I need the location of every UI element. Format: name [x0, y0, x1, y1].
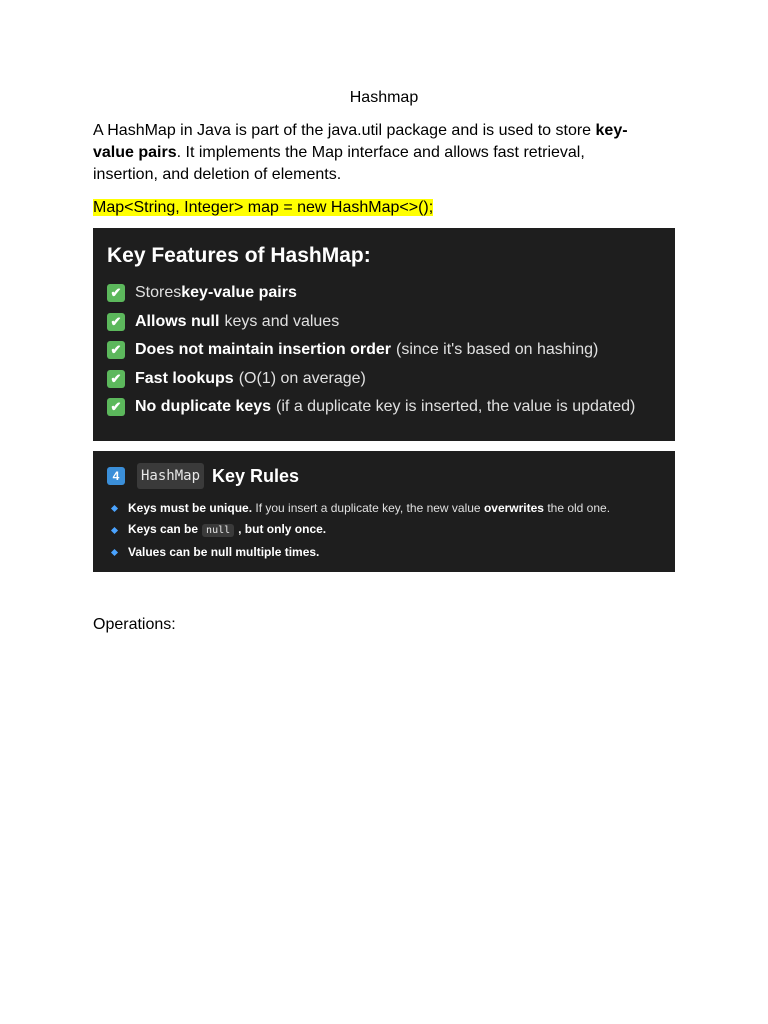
check-icon: ✔: [107, 284, 125, 302]
intro-text-1: A HashMap in Java is part of the java.util package and is used to store: [93, 122, 596, 139]
feature-item: [107, 279, 661, 308]
rule-plain: If you insert a duplicate key, the new value: [252, 501, 484, 515]
check-icon: ✔: [107, 341, 125, 359]
feature-item: [107, 393, 661, 422]
feature-bold: Does not maintain insertion order: [135, 341, 392, 359]
rule-item: [107, 541, 661, 563]
intro-text-2: . It implements the Map interface and allows fast retrieval, insertion, and deletion of elements.: [93, 144, 585, 183]
feature-rest: (since it's based on hashing): [396, 341, 599, 359]
check-icon: ✔: [107, 398, 125, 416]
key-rules-panel: [93, 451, 675, 572]
rule-bold: Keys must be unique.: [128, 501, 253, 515]
features-list: [107, 279, 661, 422]
feature-rest: (O(1) on average): [238, 369, 366, 387]
rule-bold: , but only once.: [238, 522, 327, 536]
rule-plain: the old one.: [543, 501, 611, 515]
check-icon: ✔: [107, 313, 125, 331]
rule-bold: overwrites: [483, 501, 544, 515]
highlighted-code: Map<String, Integer> map = new HashMap<>();: [93, 199, 434, 216]
check-icon: ✔: [107, 370, 125, 388]
rules-list: [107, 497, 661, 563]
rules-heading-text: Key Rules: [212, 466, 300, 486]
rule-text: [128, 521, 326, 539]
rule-text: [128, 544, 319, 560]
feature-rest: (if a duplicate key is inserted, the value is updated): [276, 398, 636, 416]
diamond-bullet-icon: [111, 526, 118, 533]
feature-bold: Fast lookups: [135, 369, 234, 387]
rule-item: [107, 519, 661, 541]
feature-bold: No duplicate keys: [135, 398, 272, 416]
rule-bold: Keys can be: [128, 522, 199, 536]
intro-bold: key-value pairs: [93, 122, 628, 161]
feature-rest: keys and values: [224, 312, 340, 330]
feature-bold: Allows null: [135, 312, 220, 330]
operations-label: Operations:: [93, 616, 176, 633]
rules-heading: [107, 463, 661, 489]
feature-item: [107, 336, 661, 365]
page-title: Hashmap: [349, 89, 419, 106]
null-code-chip: null: [202, 524, 234, 537]
diamond-bullet-icon: [111, 504, 118, 511]
feature-lead: Stores: [135, 284, 182, 302]
rule-text: [128, 500, 610, 516]
key-features-panel: [93, 228, 675, 441]
intro-paragraph: [93, 120, 653, 186]
code-example: [93, 197, 433, 219]
diamond-bullet-icon: [111, 548, 118, 555]
feature-item: [107, 308, 661, 337]
feature-bold: key-value pairs: [181, 284, 297, 302]
number-four-icon: 4: [107, 467, 125, 485]
features-heading: Key Features of HashMap:: [107, 244, 371, 267]
feature-item: [107, 365, 661, 394]
rule-item: [107, 497, 661, 519]
hashmap-code-chip: HashMap: [137, 463, 204, 489]
rule-bold: Values can be null multiple times.: [128, 545, 320, 559]
